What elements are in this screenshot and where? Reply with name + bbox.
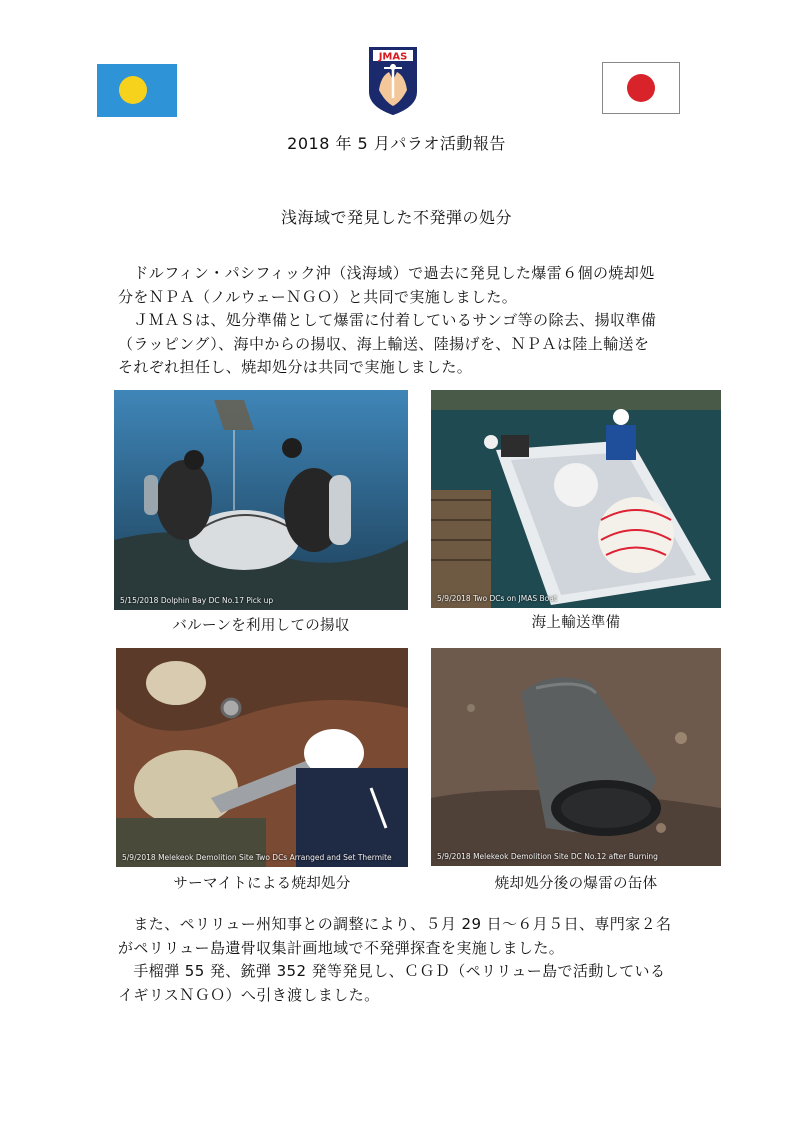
photo-burned-casing xyxy=(431,648,721,866)
photo-boat-transport xyxy=(431,390,721,608)
photo-stamp: 5/9/2018 Two DCs on JMAS Boat xyxy=(437,594,557,603)
closing-paragraph: また、ペリリュー州知事との調整により、５月 29 日〜６月５日、専門家２名 がペリリュー島遺骨収集計画地域で不発弾探査を実施しました。 手榴弾 55 発、銃弾 352 発等発見し、ＣＧＤ（ペリリュー島で活動している イギリスＮＧＯ）へ引き渡しました。 xyxy=(118,915,672,1004)
section-title: 浅海域で発見した不発弾の処分 xyxy=(280,208,512,227)
photo-stamp: 5/9/2018 Melekeok Demolition Site Two DCs Arranged and Set Thermite xyxy=(122,853,392,862)
japan-flag-icon xyxy=(602,62,680,114)
intro-paragraph: ドルフィン・パシフィック沖（浅海域）で過去に発見した爆雷６個の焼却処 分をＮＰＡ（ノルウェーＮＧＯ）と共同で実施しました。 ＪＭＡＳは、処分準備として爆雷に付着しているサンゴ等の除去、揚収準備 （ラッピング）、海中からの揚収、海上輸送、陸揚げを、ＮＰＡは陸上輸送を それぞれ担任し、焼却処分は共同で実施しました。 xyxy=(118,264,657,377)
photo-stamp: 5/15/2018 Dolphin Bay DC No.17 Pick up xyxy=(120,596,274,605)
logo-text: JMAS xyxy=(378,51,408,63)
photo-underwater-lift xyxy=(114,390,408,610)
photo-caption: 海上輸送準備 xyxy=(531,615,621,631)
photo-stamp: 5/9/2018 Melekeok Demolition Site DC No.12 after Burning xyxy=(437,852,658,861)
photo-caption: 焼却処分後の爆雷の缶体 xyxy=(494,876,658,892)
photo-caption: バルーンを利用しての揚収 xyxy=(172,618,350,634)
photo-thermite-disposal xyxy=(116,648,408,867)
jmas-logo xyxy=(367,46,419,116)
report-title: 2018 年 5 月パラオ活動報告 xyxy=(287,134,506,153)
photo-caption: サーマイトによる焼却処分 xyxy=(173,876,351,892)
palau-flag-icon xyxy=(97,64,177,117)
